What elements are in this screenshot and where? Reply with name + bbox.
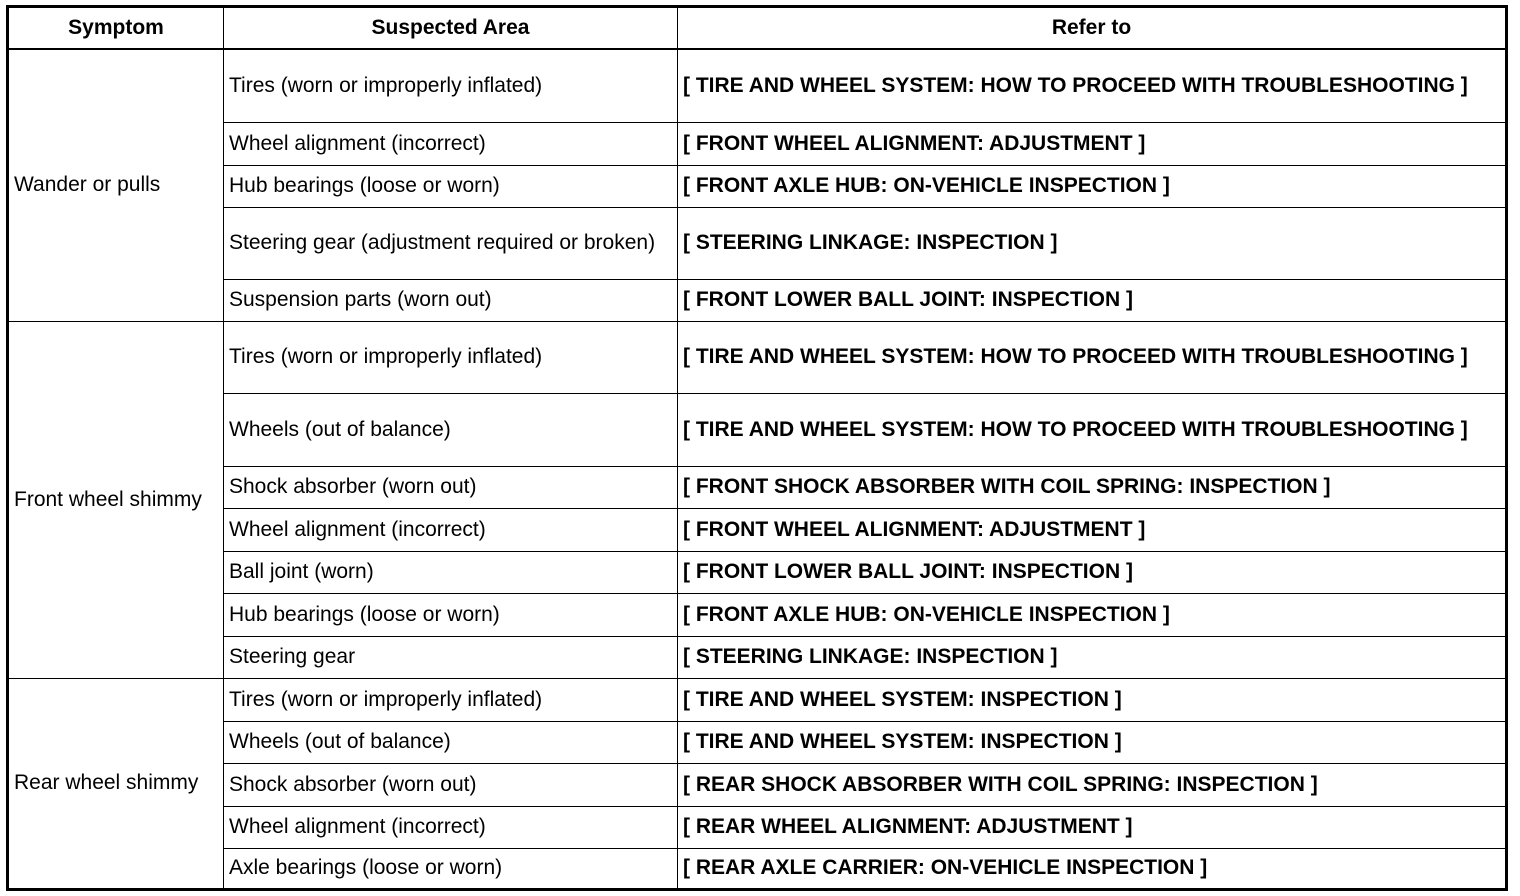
symptom-cell: Wander or pulls: [8, 49, 224, 321]
table-row: [8, 593, 1507, 636]
table-row: [8, 207, 1507, 279]
header-suspected-area: Suspected Area: [224, 7, 678, 50]
suspected-area-cell: Hub bearings (loose or worn): [224, 593, 678, 636]
symptom-cell: Front wheel shimmy: [8, 321, 224, 678]
suspected-area-cell: Wheel alignment (incorrect): [224, 122, 678, 165]
suspected-area-cell: Wheels (out of balance): [224, 393, 678, 466]
suspected-area-cell: Wheels (out of balance): [224, 721, 678, 763]
refer-to-link[interactable]: [ TIRE AND WHEEL SYSTEM: HOW TO PROCEED WITH TROUBLESHOOTING ]: [678, 393, 1507, 466]
refer-to-link[interactable]: [ REAR AXLE CARRIER: ON-VEHICLE INSPECTION ]: [678, 848, 1507, 889]
suspected-area-cell: Shock absorber (worn out): [224, 763, 678, 806]
table-row: [8, 321, 1507, 393]
refer-to-link[interactable]: [ TIRE AND WHEEL SYSTEM: HOW TO PROCEED WITH TROUBLESHOOTING ]: [678, 49, 1507, 122]
refer-to-link[interactable]: [ FRONT WHEEL ALIGNMENT: ADJUSTMENT ]: [678, 508, 1507, 551]
suspected-area-cell: Wheel alignment (incorrect): [224, 806, 678, 848]
suspected-area-cell: Tires (worn or improperly inflated): [224, 321, 678, 393]
refer-to-link[interactable]: [ FRONT WHEEL ALIGNMENT: ADJUSTMENT ]: [678, 122, 1507, 165]
suspected-area-cell: Ball joint (worn): [224, 551, 678, 593]
suspected-area-cell: Shock absorber (worn out): [224, 466, 678, 508]
table-row: [8, 466, 1507, 508]
table-row: [8, 551, 1507, 593]
refer-to-link[interactable]: [ FRONT AXLE HUB: ON-VEHICLE INSPECTION ]: [678, 165, 1507, 207]
suspected-area-cell: Hub bearings (loose or worn): [224, 165, 678, 207]
refer-to-link[interactable]: [ FRONT AXLE HUB: ON-VEHICLE INSPECTION ]: [678, 593, 1507, 636]
table-row: [8, 763, 1507, 806]
suspected-area-cell: Steering gear (adjustment required or broken): [224, 207, 678, 279]
table-row: [8, 393, 1507, 466]
table-row: [8, 122, 1507, 165]
suspected-area-cell: Tires (worn or improperly inflated): [224, 678, 678, 721]
table-row: [8, 848, 1507, 889]
refer-to-link[interactable]: [ REAR SHOCK ABSORBER WITH COIL SPRING: INSPECTION ]: [678, 763, 1507, 806]
header-row: [8, 7, 1507, 50]
refer-to-link[interactable]: [ FRONT LOWER BALL JOINT: INSPECTION ]: [678, 551, 1507, 593]
refer-to-link[interactable]: [ STEERING LINKAGE: INSPECTION ]: [678, 207, 1507, 279]
table-row: [8, 165, 1507, 207]
refer-to-link[interactable]: [ FRONT LOWER BALL JOINT: INSPECTION ]: [678, 279, 1507, 321]
suspected-area-cell: Steering gear: [224, 636, 678, 678]
suspected-area-cell: Suspension parts (worn out): [224, 279, 678, 321]
header-refer-to: Refer to: [678, 7, 1507, 50]
refer-to-link[interactable]: [ TIRE AND WHEEL SYSTEM: HOW TO PROCEED WITH TROUBLESHOOTING ]: [678, 321, 1507, 393]
refer-to-link[interactable]: [ TIRE AND WHEEL SYSTEM: INSPECTION ]: [678, 678, 1507, 721]
header-symptom: Symptom: [8, 7, 224, 50]
table-row: [8, 508, 1507, 551]
table-row: [8, 721, 1507, 763]
refer-to-link[interactable]: [ TIRE AND WHEEL SYSTEM: INSPECTION ]: [678, 721, 1507, 763]
refer-to-link[interactable]: [ REAR WHEEL ALIGNMENT: ADJUSTMENT ]: [678, 806, 1507, 848]
refer-to-link[interactable]: [ FRONT SHOCK ABSORBER WITH COIL SPRING: INSPECTION ]: [678, 466, 1507, 508]
table-row: [8, 678, 1507, 721]
troubleshooting-table: [6, 5, 1508, 891]
table-row: [8, 279, 1507, 321]
table-row: [8, 636, 1507, 678]
suspected-area-cell: Axle bearings (loose or worn): [224, 848, 678, 889]
table-row: [8, 806, 1507, 848]
suspected-area-cell: Wheel alignment (incorrect): [224, 508, 678, 551]
suspected-area-cell: Tires (worn or improperly inflated): [224, 49, 678, 122]
table-row: [8, 49, 1507, 122]
symptom-cell: Rear wheel shimmy: [8, 678, 224, 889]
refer-to-link[interactable]: [ STEERING LINKAGE: INSPECTION ]: [678, 636, 1507, 678]
